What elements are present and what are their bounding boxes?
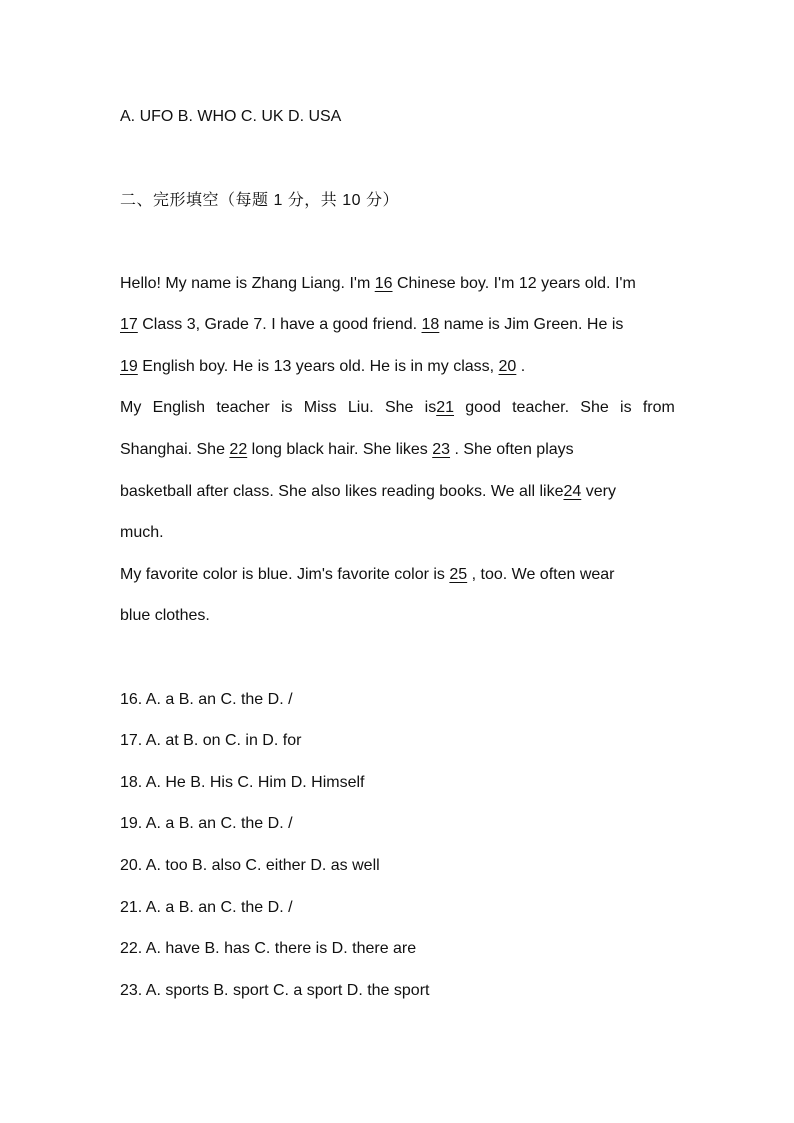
word: Liu.: [347, 399, 374, 416]
passage-line-6: [120, 482, 675, 502]
previous-question-options: A. UFO B. WHO C. UK D. USA: [120, 108, 342, 125]
blank-20: 20: [498, 358, 517, 375]
passage-text: name is Jim Green. He is: [439, 316, 624, 333]
word: Miss: [303, 399, 337, 416]
word: My: [120, 399, 142, 416]
question-18-options: 18. A. He B. His C. Him D. Himself: [120, 774, 365, 791]
passage-line-5: [120, 440, 675, 460]
word: English: [152, 399, 206, 416]
cloze-section-title: 二、完形填空（每题 1 分，共 10 分）: [120, 192, 399, 209]
blank-19: 19: [120, 358, 138, 375]
word: good: [465, 399, 501, 416]
blank-18: 18: [421, 316, 440, 333]
passage-text: , too. We often wear: [467, 566, 615, 583]
passage-text: . She often plays: [450, 441, 574, 458]
passage-text: .: [516, 358, 526, 375]
question-22-options: 22. A. have B. has C. there is D. there are: [120, 940, 417, 957]
question-19-options: 19. A. a B. an C. the D. /: [120, 815, 293, 832]
word: is: [280, 399, 293, 416]
passage-text: English boy. He is 13 years old. He is in my class,: [137, 358, 499, 375]
question-17-options: 17. A. at B. on C. in D. for: [120, 732, 302, 749]
passage-line-7: much.: [120, 524, 164, 541]
question-23-options: 23. A. sports B. sport C. a sport D. the sport: [120, 982, 430, 999]
word: is: [424, 399, 437, 416]
passage-line-8: [120, 565, 675, 585]
word: She: [384, 399, 414, 416]
blank-25: 25: [449, 566, 468, 583]
passage-text: Shanghai. She: [120, 441, 230, 458]
blank-21: 21: [436, 399, 455, 416]
blank-17: 17: [120, 316, 138, 333]
question-20-options: 20. A. too B. also C. either D. as well: [120, 857, 380, 874]
blank-22: 22: [229, 441, 248, 458]
passage-text: Chinese boy. I'm 12 years old. I'm: [392, 275, 636, 292]
passage-text: very: [581, 483, 616, 500]
passage-text: My favorite color is blue. Jim's favorite color is: [120, 566, 450, 583]
blank-23: 23: [432, 441, 451, 458]
blank-24: 24: [563, 483, 582, 500]
passage-line-3: [120, 357, 675, 377]
question-21-options: 21. A. a B. an C. the D. /: [120, 899, 293, 916]
passage-line-9: blue clothes.: [120, 607, 210, 624]
word: teacher: [216, 399, 270, 416]
question-16-options: 16. A. a B. an C. the D. /: [120, 691, 293, 708]
passage-text: long black hair. She likes: [247, 441, 433, 458]
passage-line-4: [120, 398, 675, 418]
word: from: [642, 399, 675, 416]
word: teacher.: [512, 399, 570, 416]
word: is: [620, 399, 632, 416]
word: She: [580, 399, 609, 416]
word-with-blank: [425, 398, 454, 418]
passage-line-1: [120, 274, 675, 294]
passage-text: Class 3, Grade 7. I have a good friend.: [137, 316, 422, 333]
blank-16: 16: [374, 275, 393, 292]
passage-text: basketball after class. She also likes reading books. We all like: [120, 483, 564, 500]
passage-line-2: [120, 315, 675, 335]
passage-text: Hello! My name is Zhang Liang. I'm: [120, 275, 375, 292]
